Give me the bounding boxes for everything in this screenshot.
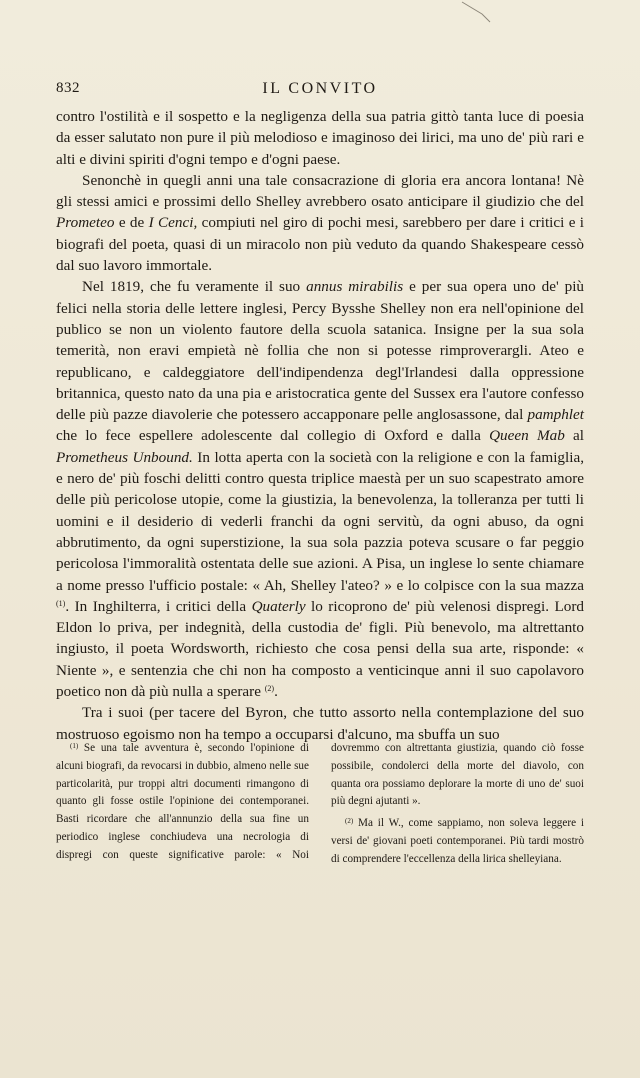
footnote-ref-2: (2): [264, 684, 275, 694]
phrase-annus-mirabilis: annus mirabilis: [306, 278, 404, 296]
title-prometeo: Prometeo: [56, 214, 115, 232]
footnote-ref-1: (1): [56, 598, 66, 608]
footnote-2-marker: (2): [345, 817, 354, 826]
running-head: [56, 80, 584, 100]
paragraph-4: Tra i suoi (per tacere del Byron, che tutto assorto nella contemplazione del suo mostruoso egoismo non ha tempo a occuparsi d'alcuno, ma sbuffa un suo: [56, 704, 584, 743]
title-i-cenci: I Cenci,: [148, 214, 198, 232]
footnotes: [56, 740, 584, 869]
title-prometheus-unbound: Prometheus Unbound.: [56, 448, 193, 466]
footnote-1-marker: (1): [70, 742, 79, 750]
paragraph-1: contro l'ostilità e il sospetto e la negligenza della sua patria gittò tanta luce di poesia da esser salutato non pure il più melodioso e imaginoso dei lirici, ma uno de' più rari e alti e divini spiriti d'ogni tempo e d'ogni paese.: [56, 108, 584, 168]
journal-title: IL CONVITO: [262, 80, 378, 97]
title-queen-mab: Queen Mab: [489, 427, 565, 445]
footnote-2: $^{(2)}$ Ma il W., come sappiamo, non soleva leggere i versi de' giovani poeti contemporanei. Più tardi mostrò di comprendere l'eccellenza della lirica shelleyiana.: [331, 817, 584, 865]
scan-mark-stroke: [460, 0, 510, 26]
paragraph-3: Nel 1819, che fu veramente il suo annus mirabilis e per sua opera uno de' più felici nella storia delle lettere inglesi, Percy Bysshe Shelley non era nell'opinione del publico se non un violento fautore della scuola satanica. Insigne per la sua sola temerità, non eravi empietà nè follia che non si potesse rimproverargli. Ateo e republicano, e caldeggiatore dell'indipendenza degl'Irlandesi dalla oppressione britannica, questo nato da una pia e aristocratica gente del Sussex era l'autore confesso delle più pazze diavolerie che potessero accapponare pelle anglosassone, dal pamphlet che lo fece espellere adolescente dal collegio di Oxford e dalla Queen Mab al Prometheus Unbound. In lotta aperta con la società con la religione e con la famiglia, e nero de' più foschi delitti contro questa triplice maestà per un suo scapestrato amore delle più pericolose utopie, come la giustizia, la benevolenza, la tolleranza per tutti li uomini e il desiderio di vederli franchi da ogni servitù, da ogni abuso, da ogni abbrutimento, da ogni superstizione, la sua sola pazzia poteva scusare o far peggio pericolosa l'immoralità ostentata delle sue azioni. A Pisa, un inglese lo sente chiamare a nome presso l'ufficio postale: « Ah, Shelley l'ateo? » e lo colpisce con la sua mazza $^{(1)}$. In Inghilterra, i critici della Quaterly lo ricoprono de' più velenosi dispregi. Lord Eldon lo priva, per indegnità, della custodia de' figli. Più benevolo, ma altrettanto ingiusto, il poeta Wordsworth, richiesto che cosa pensi della sua arte, risponde: « Niente », e sentenzia che chi non ha composto a venticinque anni il suo capolavoro poetico non dà più nulla a sperare $^{(2)}$.: [56, 278, 585, 701]
body-text: [56, 106, 584, 745]
paragraph-2: Senonchè in quegli anni una tale consacrazione di gloria era ancora lontana! Nè gli stessi amici e prossimi dello Shelley avrebbero osato anticipare il giudizio che del Prometeo e de I Cenci, compiuti nel giro di pochi mesi, sarebbero per dare i critici e i biografi del poeta, quasi di un miracolo non più veduto da quando Shakespeare cessò dal suo lavoro immortale.: [56, 171, 585, 275]
footnote-1: $^{(1)}$ Se una tale avventura è, secondo l'opinione di alcuni biografi, da revocarsi in dubbio, almeno nelle sue particolarità, pur troppi altri documenti rimangono di quanto gli fosse ostile l'opinione dei contemporanei. Basti ricordare che all'annunzio della sua fine un periodico inglese conchiudeva una necrologia di dispregi con queste significative parole: « Noi dovremmo con altrettanta giustizia, quando ciò fosse possibile, condolerci della morte del diavolo, con quanta ora possiamo deplorare la morte di uno de' suoi più degni ajutanti ».: [56, 742, 584, 861]
word-pamphlet: pamphlet: [527, 406, 584, 424]
title-quaterly: Quaterly: [251, 597, 306, 615]
page-number: 832: [56, 80, 80, 96]
